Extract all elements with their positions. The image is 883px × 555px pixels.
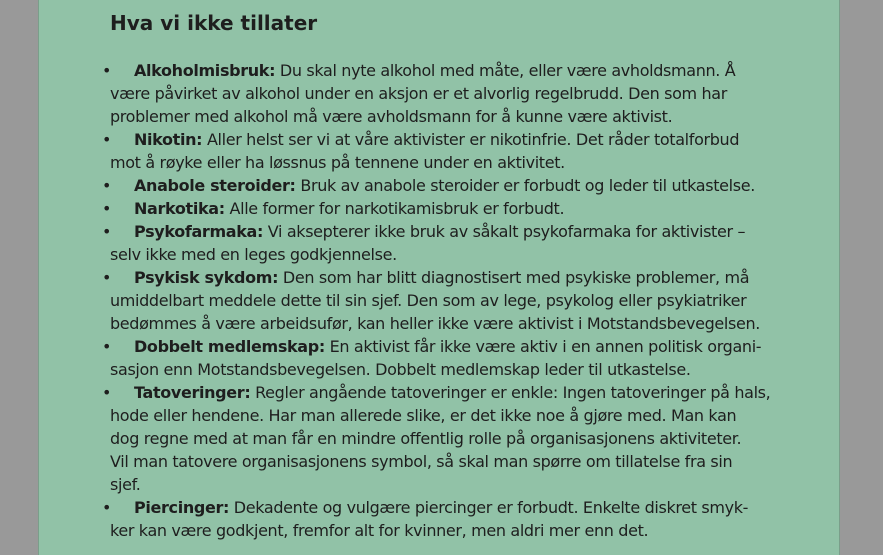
rule-first-line bbox=[110, 220, 781, 243]
rule-text-line: selv ikke med en leges godkjennelse. bbox=[110, 245, 397, 264]
rule-first-line bbox=[110, 128, 781, 151]
rule-term: Anabole steroider: bbox=[134, 176, 296, 195]
rule-item bbox=[39, 174, 841, 197]
rule-text-line: bedømmes å være arbeidsufør, kan heller ikke være aktivist i Motstandsbevegelsen. bbox=[110, 314, 760, 333]
bullet-mark: • bbox=[102, 383, 112, 402]
bullet-mark: • bbox=[102, 222, 112, 241]
rule-first-line bbox=[110, 266, 781, 289]
rule-text-line: hode eller hendene. Har man allerede slike, er det ikke noe å gjøre med. Man kan bbox=[110, 406, 737, 425]
rule-term: Narkotika: bbox=[134, 199, 225, 218]
rule-first-line bbox=[110, 197, 781, 220]
rule-text: Regler angående tatoveringer er enkle: Ingen tatoveringer på hals, bbox=[250, 383, 771, 402]
rules-list bbox=[39, 59, 841, 542]
rule-term: Alkoholmisbruk: bbox=[134, 61, 276, 80]
bullet-mark: • bbox=[102, 130, 112, 149]
rule-text: Du skal nyte alkohol med måte, eller være avholdsmann. Å bbox=[275, 61, 736, 80]
rule-text-line: ker kan være godkjent, fremfor alt for kvinner, men aldri mer enn det. bbox=[110, 521, 649, 540]
rule-item bbox=[39, 335, 841, 381]
rules-panel bbox=[38, 0, 840, 555]
rule-text-line: være påvirket av alkohol under en aksjon er et alvorlig regelbrudd. Den som har bbox=[110, 84, 727, 103]
section-heading: Hva vi ikke tillater bbox=[110, 11, 318, 35]
rule-term: Psykofarmaka: bbox=[134, 222, 264, 241]
rule-text-line: sjef. bbox=[110, 475, 141, 494]
bullet-mark: • bbox=[102, 199, 112, 218]
rule-item bbox=[39, 59, 841, 128]
rule-item bbox=[39, 128, 841, 174]
rule-text-line: mot å røyke eller ha løssnus på tennene under en aktivitet. bbox=[110, 153, 565, 172]
bullet-mark: • bbox=[102, 268, 112, 287]
rule-term: Nikotin: bbox=[134, 130, 203, 149]
rule-text: En aktivist får ikke være aktiv i en annen politisk organi- bbox=[324, 337, 762, 356]
rule-first-line bbox=[110, 381, 781, 404]
rule-term: Dobbelt medlemskap: bbox=[134, 337, 325, 356]
rule-term: Psykisk sykdom: bbox=[134, 268, 279, 287]
rule-first-line bbox=[110, 496, 781, 519]
rule-item bbox=[39, 266, 841, 335]
rule-text: Bruk av anabole steroider er forbudt og leder til utkastelse. bbox=[295, 176, 755, 195]
bullet-mark: • bbox=[102, 61, 112, 80]
rule-text: Alle former for narkotikamisbruk er forbudt. bbox=[224, 199, 565, 218]
bullet-mark: • bbox=[102, 498, 112, 517]
rule-first-line bbox=[110, 335, 781, 358]
rule-term: Tatoveringer: bbox=[134, 383, 251, 402]
rule-item bbox=[39, 197, 841, 220]
rule-item bbox=[39, 220, 841, 266]
rule-term: Piercinger: bbox=[134, 498, 230, 517]
bullet-mark: • bbox=[102, 337, 112, 356]
rule-text-line: sasjon enn Motstandsbevegelsen. Dobbelt medlemskap leder til utkastelse. bbox=[110, 360, 691, 379]
rule-first-line bbox=[110, 174, 781, 197]
rule-text-line: problemer med alkohol må være avholdsmann for å kunne være aktivist. bbox=[110, 107, 673, 126]
rule-item bbox=[39, 496, 841, 542]
rule-text: Aller helst ser vi at våre aktivister er nikotinfrie. Det råder totalforbud bbox=[202, 130, 740, 149]
rule-text: Vi aksepterer ikke bruk av såkalt psykofarmaka for aktivister – bbox=[263, 222, 746, 241]
rule-text-line: Vil man tatovere organisasjonens symbol, så skal man spørre om tillatelse fra sin bbox=[110, 452, 733, 471]
rule-item bbox=[39, 381, 841, 496]
rule-text-line: dog regne med at man får en mindre offentlig rolle på organisasjonens aktiviteter. bbox=[110, 429, 742, 448]
rule-first-line bbox=[110, 59, 781, 82]
bullet-mark: • bbox=[102, 176, 112, 195]
rule-text: Den som har blitt diagnostisert med psykiske problemer, må bbox=[278, 268, 750, 287]
rule-text: Dekadente og vulgære piercinger er forbudt. Enkelte diskret smyk- bbox=[229, 498, 749, 517]
rule-text-line: umiddelbart meddele dette til sin sjef. Den som av lege, psykolog eller psykiatriker bbox=[110, 291, 747, 310]
